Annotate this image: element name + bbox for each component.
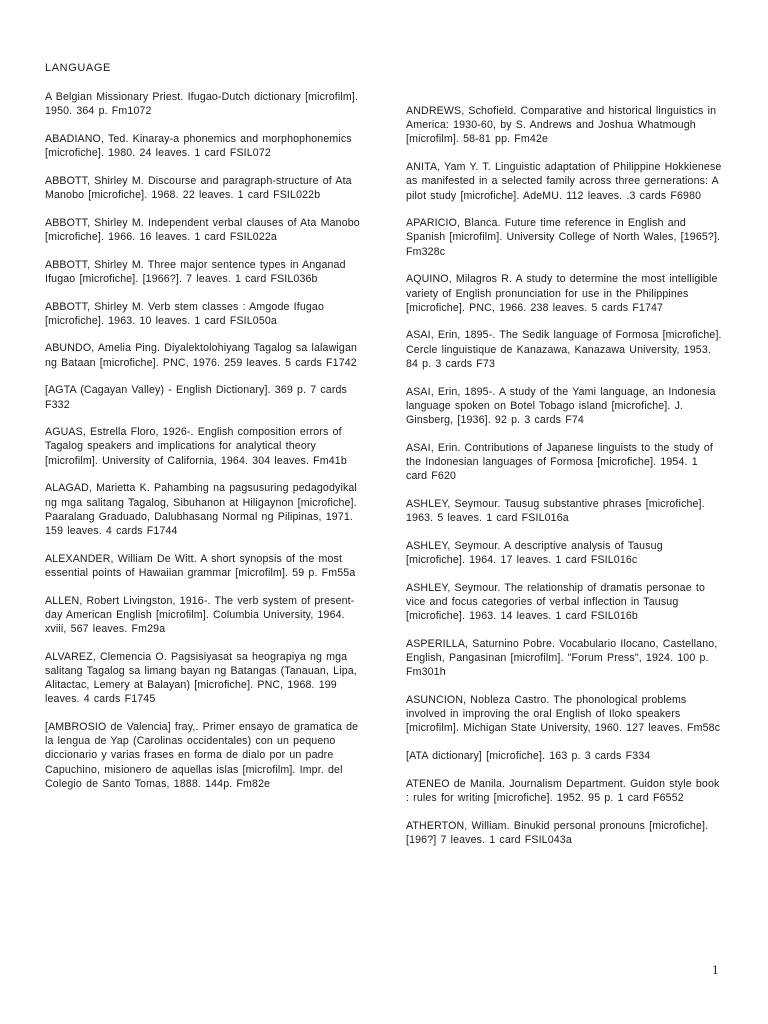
catalog-entry: [AMBROSIO de Valencia] fray,. Primer ensayo de gramatica de la lengua de Yap (Carolinas occidentales) con un pequeno diccionario y varias frases en forma de dialo por un padre Capuchino, misionero de aquellas islas [microfilm]. Impr. del Colegio de Santo Tomas, 1888. 144p. Fm82e [45,721,359,790]
catalog-entry: APARICIO, Blanca. Future time reference in English and Spanish [microfilm]. University College of North Wales, [1965?]. Fm328c [406,217,721,258]
catalog-entry: ASHLEY, Seymour. The relationship of dramatis personae to vice and focus categories of verbal inflection in Tausug [microfiche]. 1963. 14 leaves. 1 card FSIL016b [406,581,705,622]
catalog-entry: A Belgian Missionary Priest. Ifugao-Dutch dictionary [microfilm]. 1950. 364 p. Fm1072 [45,91,359,118]
catalog-entry: ASHLEY, Seymour. Tausug substantive phrases [microfiche]. 1963. 5 leaves. 1 card FSIL016a [406,497,705,524]
section-heading: LANGUAGE [45,62,111,74]
catalog-entry: ABBOTT, Shirley M. Verb stem classes : Amgode Ifugao [microfiche]. 1963. 10 leaves. 1 card FSIL050a [45,300,324,327]
catalog-entry: ASAI, Erin. Contributions of Japanese linguists to the study of the Indonesian languages of Formosa [microfiche]. 1954. 1 card F620 [406,441,713,483]
catalog-entry: ABBOTT, Shirley M. Three major sentence types in Anganad Ifugao [microfiche]. [1966?]. 7 leaves. 1 card FSIL036b [45,258,346,285]
catalog-entry: AQUINO, Milagros R. A study to determine the most intelligible variety of English pronunciation for use in the Philippines [microfiche]. PNC, 1966. 238 leaves. 5 cards F1747 [406,273,718,314]
catalog-entry: ABBOTT, Shirley M. Independent verbal clauses of Ata Manobo [microfiche]. 1966. 16 leaves. 1 card FSIL022a [45,216,360,243]
catalog-entry: ASAI, Erin, 1895-. A study of the Yami language, an Indonesia language spoken on Botel Tobago island [microfiche]. J. Ginsberg, [1936]. 92 p. 3 cards F74 [406,385,716,426]
catalog-entry: ANITA, Yam Y. T. Linguistic adaptation of Philippine Hokkienese as manifested in a selected family across three gernerations: A pilot study [microfiche]. AdeMU. 112 leaves. .3 cards F6980 [406,161,722,202]
catalog-entry: [AGTA (Cagayan Valley) - English Dictionary]. 369 p. 7 cards F332 [45,384,347,411]
catalog-entry: ABADIANO, Ted. Kinaray-a phonemics and morphophonemics [microfiche]. 1980. 24 leaves. 1 card FSIL072 [45,132,352,160]
catalog-entry: [ATA dictionary] [microfiche]. 163 p. 3 cards F334 [406,749,651,762]
catalog-entry: ASUNCION, Nobleza Castro. The phonological problems involved in improving the oral English of Iloko speakers [microfilm]. Michigan State University, 1960. 127 leaves. Fm58c [406,693,721,735]
catalog-entry: ASPERILLA, Saturnino Pobre. Vocabulario Ilocano, Castellano, English, Pangasinan [microfilm]. "Forum Press", 1924. 100 p. Fm301h [406,637,718,679]
catalog-entry: ASHLEY, Seymour. A descriptive analysis of Tausug [microfiche]. 1964. 17 leaves. 1 card FSIL016c [406,539,663,566]
catalog-entry: ATENEO de Manila. Journalism Department. Guidon style book : rules for writing [microfiche]. 1952. 95 p. 1 card F6552 [406,777,720,804]
catalog-entry: ALVAREZ, Clemencia O. Pagsisiyasat sa heograpiya ng mga salitang Tagalog sa limang bayan ng Batangas (Tanauan, Lipa, Alitactac, Lemery at Balayan) [microfiche]. PNC, 1968. 199 leaves. 4 cards F1745 [45,650,357,706]
right-column [406,104,722,860]
catalog-entry: ALEXANDER, William De Witt. A short synopsis of the most essential points of Hawaiian grammar [microfilm]. 59 p. Fm55a [45,552,356,579]
catalog-entry: AGUAS, Estrella Floro, 1926-. English composition errors of Tagalog speakers and implications for analytical theory [microfilm]. University of California, 1964. 304 leaves. Fm41b [45,426,347,467]
catalog-entry: ALAGAD, Marietta K. Pahambing na pagsusuring pedagodyikal ng mga salitang Tagalog, Sibuhanon at Hiligaynon [microfiche]. Paaralang Graduado, Dalubhasang Normal ng Pilipinas, 1971. 159 leaves. 4 cards F1744 [45,482,357,537]
catalog-entry: ABBOTT, Shirley M. Discourse and paragraph-structure of Ata Manobo [microfiche]. 1968. 22 leaves. 1 card FSIL022b [45,174,352,202]
catalog-entry: ABUNDO, Amelia Ping. Diyalektolohiyang Tagalog sa lalawigan ng Bataan [microfiche]. PNC, 1976. 259 leaves. 5 cards F1742 [45,342,358,369]
catalog-entry: ASAI, Erin, 1895-. The Sedik language of Formosa [microfiche]. Cercle linguistique de Kanazawa, Kanazawa University, 1953. 84 p. 3 cards F73 [406,329,722,370]
catalog-entry: ATHERTON, William. Binukid personal pronouns [microfiche]. [196?] 7 leaves. 1 card FSIL043a [406,819,709,846]
catalog-entry: ANDREWS, Schofield. Comparative and historical linguistics in America: 1930-60, by S. Andrews and Joshua Whatmough [microfilm]. 58-81 pp. Fm42e [406,105,717,146]
page-number: 1 [712,962,719,977]
catalog-entry: ALLEN, Robert Livingston, 1916-. The verb system of present-day American English [microfilm]. Columbia University, 1964. xviii, 567 leaves. Fm29a [45,594,355,635]
left-column [45,90,361,805]
